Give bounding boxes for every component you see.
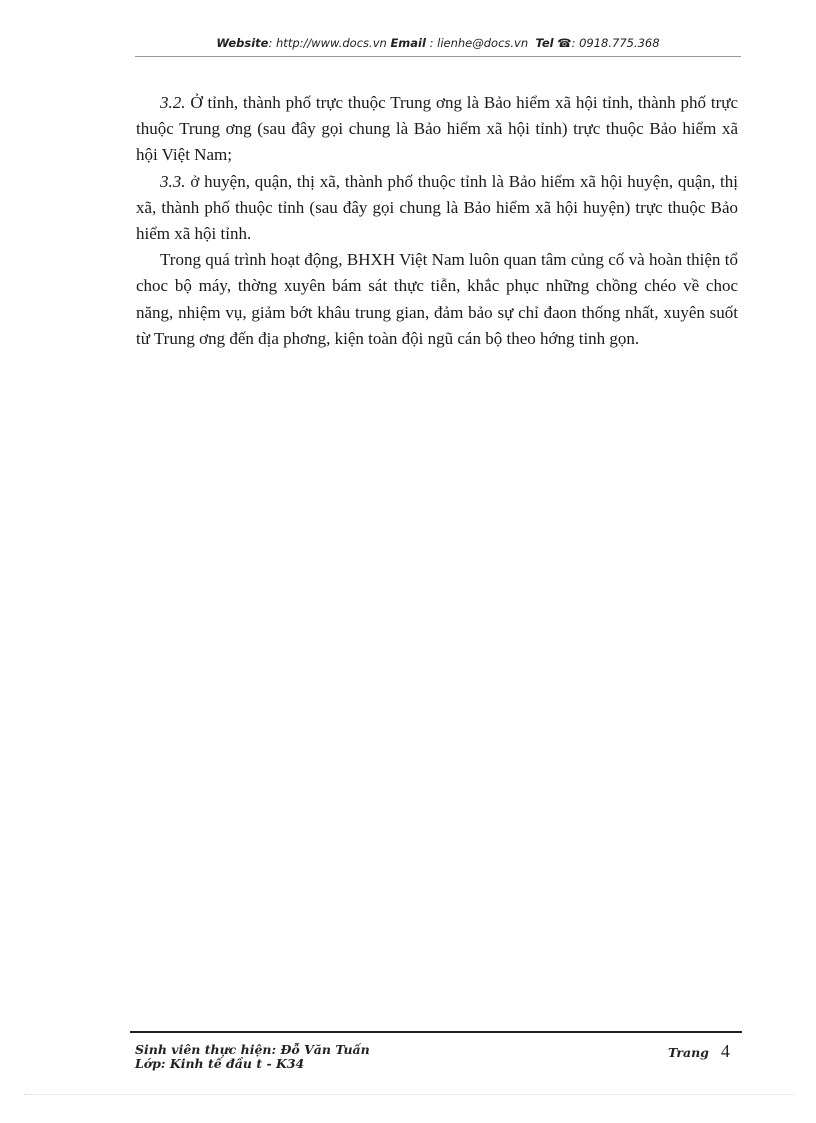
- page-bottom-edge: [24, 1094, 794, 1095]
- page-indicator: [668, 1041, 742, 1062]
- footer-info: [135, 1043, 370, 1071]
- email-label: Email: [390, 36, 426, 50]
- document-body: [136, 90, 738, 352]
- tel-label: Tel: [535, 36, 554, 50]
- website-label: Website: [216, 36, 269, 50]
- email-separator: :: [425, 36, 438, 50]
- footer-class: Lớp: Kinh tế đầu t - K34: [135, 1056, 305, 1071]
- paragraph-text: Trong quá trình hoạt động, BHXH Việt Nam luôn quan tâm củng cố và hoàn thiện tổ choc bộ máy, thờng xuyên bám sát thực tiễn, khắc phục những chồng chéo về choc năng, nhiệm vụ, giảm bớt khâu trung gian, đảm bảo sự chỉ đaon thống nhất, xuyên suốt từ Trung ơng đến địa phơng, kiện toàn đội ngũ cán bộ theo hớng tinh gọn.: [136, 250, 738, 348]
- page-header: [135, 36, 741, 50]
- paragraph-3-2: [136, 90, 738, 169]
- tel-number: : 0918.775.368: [571, 36, 660, 50]
- header-divider: [135, 56, 741, 57]
- phone-icon: ☎: [557, 36, 572, 50]
- footer-divider: [130, 1031, 742, 1033]
- paragraph-number: 3.2.: [160, 93, 186, 112]
- page-number: 4: [720, 1041, 730, 1061]
- paragraph-text: ở huyện, quận, thị xã, thành phố thuộc tỉnh là Bảo hiểm xã hội huyện, quận, thị xã, thành phố thuộc tỉnh (sau đây gọi chung là Bảo hiểm xã hội huyện) trực thuộc Bảo hiểm xã hội tỉnh.: [136, 171, 738, 244]
- page-label: Trang: [668, 1045, 709, 1060]
- paragraph-organization: [136, 247, 738, 352]
- footer-student: Sinh viên thực hiện: Đỗ Văn Tuấn: [135, 1042, 370, 1057]
- website-separator: :: [268, 36, 277, 50]
- email-address[interactable]: lienhe@docs.vn: [437, 36, 529, 50]
- paragraph-3-3: [136, 169, 738, 248]
- website-url[interactable]: http://www.docs.vn: [276, 36, 387, 50]
- paragraph-number: 3.3.: [160, 171, 186, 191]
- paragraph-text: Ở tỉnh, thành phố trực thuộc Trung ơng là Bảo hiểm xã hội tỉnh, thành phố trực thuộc Trung ơng (sau đây gọi chung là Bảo hiểm xã hội tỉnh) trực thuộc Bảo hiểm xã hội Việt Nam;: [136, 93, 738, 165]
